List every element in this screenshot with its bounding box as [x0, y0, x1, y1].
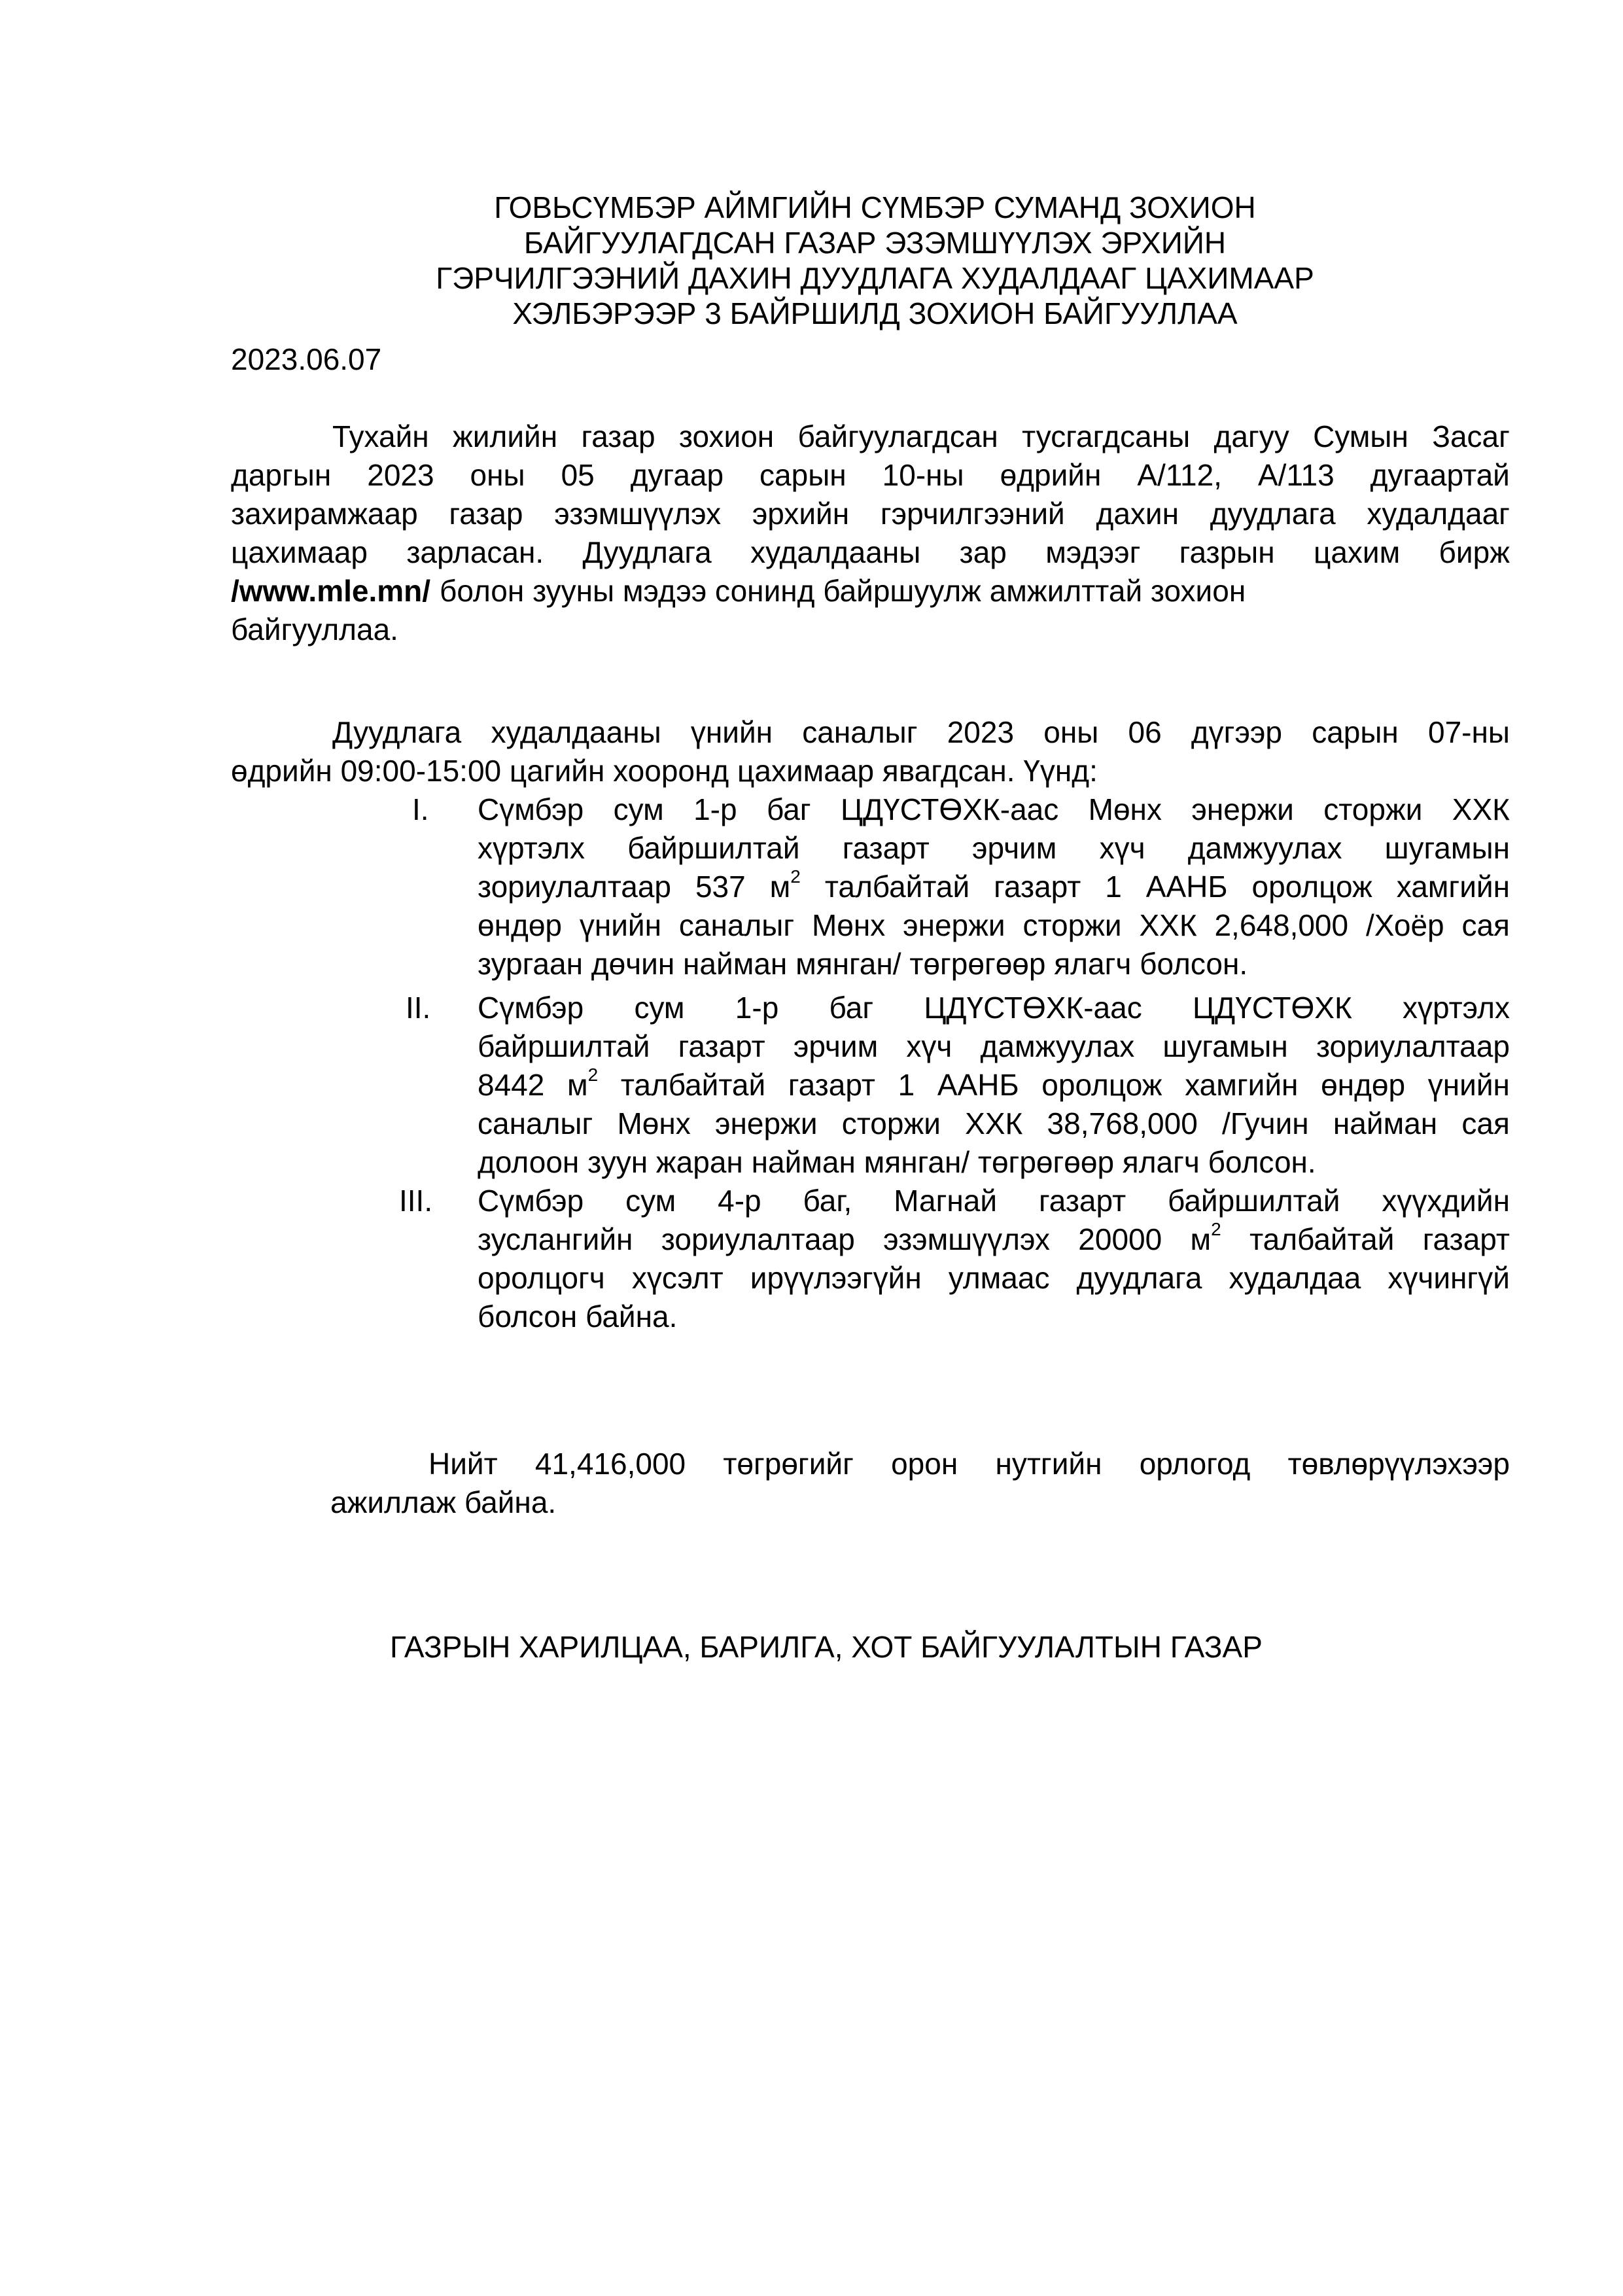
- list-item: [399, 989, 1510, 1182]
- word: хүүхдийн: [1382, 1184, 1510, 1218]
- word: /Гучин: [1222, 1106, 1309, 1140]
- word: захирамжаар: [231, 497, 418, 531]
- word: Мөнх: [1088, 792, 1162, 826]
- issuing-department: ГАЗРЫН ХАРИЛЦАА, БАРИЛГА, ХОТ БАЙГУУЛАЛТЫН ГАЗАР: [390, 1630, 1263, 1664]
- word: 10-ны: [882, 458, 964, 492]
- word: байршилтай: [627, 831, 800, 865]
- word: газар: [449, 497, 523, 531]
- word: ЦДҮСТӨХК: [1192, 991, 1352, 1025]
- word: Дуудлага: [582, 535, 712, 569]
- word: саналыг: [678, 908, 795, 942]
- word: сторжи: [1323, 792, 1423, 826]
- word: 4-р: [718, 1184, 761, 1218]
- word: сарын: [759, 458, 846, 492]
- word: зуслангийн: [478, 1222, 633, 1256]
- word: сум: [613, 792, 664, 826]
- list-number: II.: [406, 991, 431, 1025]
- word: дагуу: [1213, 419, 1289, 453]
- word: саналыг: [802, 715, 918, 749]
- word: өдрийн: [1000, 458, 1102, 492]
- text-line: [231, 572, 1510, 610]
- word: цахимаар: [231, 535, 368, 569]
- word: газар: [581, 419, 655, 453]
- word: Засаг: [1432, 419, 1510, 453]
- word: дамжуулах: [1187, 831, 1342, 865]
- word: Тухайн: [332, 419, 429, 453]
- word: энержи: [903, 908, 1005, 942]
- text-line: [231, 610, 1510, 649]
- word: 20000: [1078, 1222, 1162, 1256]
- word: ирүүлээгүйн: [750, 1261, 922, 1295]
- word: Сүмбэр: [478, 991, 584, 1025]
- word: Магнай: [894, 1184, 998, 1218]
- word: оны: [470, 458, 525, 492]
- word: ХХК: [1139, 908, 1197, 942]
- list-item: [399, 790, 1510, 983]
- text-line: [231, 533, 1510, 572]
- paragraph-intro: [231, 417, 1510, 649]
- title-line: БАЙГУУЛАГДСАН ГАЗАР ЭЗЭМШҮҮЛЭХ ЭРХИЙН: [523, 226, 1227, 260]
- text-line: [231, 752, 1510, 790]
- word: газарт: [788, 1068, 875, 1102]
- word: нутгийн: [995, 1447, 1102, 1481]
- title-line: ГОВЬСҮМБЭР АЙМГИЙН СҮМБЭР СУМАНД ЗОХИОН: [494, 190, 1256, 224]
- word: сая: [1461, 908, 1510, 942]
- word: дуудлага: [1076, 1261, 1202, 1295]
- word: сум: [625, 1184, 676, 1218]
- word: дуудлага: [1210, 497, 1336, 531]
- document-date: 2023.06.07: [231, 342, 382, 376]
- word: байгуулагдсан: [797, 419, 998, 453]
- word: дамжуулах: [980, 1029, 1135, 1063]
- word: Мөнх: [811, 908, 886, 942]
- word: үнийн: [1427, 1068, 1510, 1102]
- word: 05: [561, 458, 595, 492]
- word: 2023: [367, 458, 434, 492]
- word: зориулалтаар: [1316, 1029, 1510, 1063]
- list-number: III.: [399, 1184, 433, 1218]
- text-span: ажиллаж байна.: [330, 1485, 557, 1519]
- word: 1: [1105, 870, 1122, 904]
- word: хүчингүй: [1387, 1261, 1510, 1295]
- word: газрын: [1179, 535, 1275, 569]
- word: /Хоёр: [1365, 908, 1444, 942]
- text-line: [478, 906, 1510, 945]
- word: мэдээг: [1045, 535, 1141, 569]
- word: өндөр: [1321, 1068, 1406, 1102]
- word: талбайтай: [1249, 1222, 1395, 1256]
- word: $м^2$: [567, 1064, 599, 1102]
- word: газарт: [994, 870, 1081, 904]
- word: эрчим: [972, 831, 1057, 865]
- word: талбайтай: [620, 1068, 766, 1102]
- word: 2023: [947, 715, 1015, 749]
- word: дүгээр: [1191, 715, 1282, 749]
- word: эрчим: [793, 1029, 879, 1063]
- word: шугамын: [1162, 1029, 1288, 1063]
- word: Сүмбэр: [478, 792, 584, 826]
- text-line: [231, 495, 1510, 533]
- superscript: 2: [1211, 1218, 1221, 1239]
- word: ЦДҮСТӨХК-аас: [924, 991, 1142, 1025]
- word: худалдааны: [750, 535, 921, 569]
- word: ХХК: [965, 1106, 1023, 1140]
- word: зарласан.: [406, 535, 544, 569]
- text-line: [478, 1259, 1510, 1298]
- word: газарт: [1038, 1184, 1126, 1218]
- word: сая: [1461, 1106, 1510, 1140]
- word: хүртэлх: [1403, 991, 1510, 1025]
- word: зориулалтаар: [478, 870, 671, 904]
- word: даргын: [231, 458, 332, 492]
- word: энержи: [715, 1106, 818, 1140]
- word: 38,768,000: [1047, 1106, 1198, 1140]
- word: 2,648,000: [1214, 908, 1349, 942]
- word: 06: [1128, 715, 1162, 749]
- text-span: болон зууны мэдээ сонинд байршуулж амжилттай зохион: [440, 574, 1246, 608]
- word: А/112,: [1137, 458, 1222, 492]
- word: сум: [634, 991, 685, 1025]
- word: хүртэлх: [478, 831, 585, 865]
- word: дугаар: [630, 458, 724, 492]
- word: ЦДҮСТӨХК-аас: [840, 792, 1059, 826]
- word: бирж: [1439, 535, 1510, 569]
- word: хүч: [906, 1029, 952, 1063]
- word: худалдаа: [1229, 1261, 1361, 1295]
- text-span: байгууллаа.: [231, 612, 398, 646]
- text-line: [478, 829, 1510, 868]
- word: зохион: [678, 419, 775, 453]
- word: ААНБ: [1145, 870, 1228, 904]
- word: Дуудлага: [332, 715, 462, 749]
- word: дахин: [1096, 497, 1179, 531]
- word: газарт: [842, 831, 930, 865]
- word: оролцож: [1041, 1068, 1162, 1102]
- superscript: 2: [790, 866, 801, 887]
- word: худалдааг: [1367, 497, 1510, 531]
- text-span: зургаан дөчин найман мянган/ төгрөгөөр ялагч болсон.: [478, 947, 1248, 981]
- word: төгрөгийг: [723, 1447, 854, 1481]
- word: саналыг: [478, 1106, 593, 1140]
- word: $м^2$: [769, 866, 801, 904]
- word: шугамын: [1384, 831, 1510, 865]
- word: ААНБ: [937, 1068, 1019, 1102]
- word: А/113: [1257, 458, 1335, 492]
- text-line: [330, 1483, 1510, 1522]
- text-line: [231, 713, 1510, 752]
- word: Мөнх: [617, 1106, 691, 1140]
- text-span: өдрийн 09:00-15:00 цагийн хооронд цахимаар явагдсан. Үүнд:: [231, 754, 1098, 788]
- text-line: [478, 1220, 1510, 1259]
- word: баг: [829, 991, 874, 1025]
- word: энержи: [1191, 792, 1294, 826]
- paragraph-total: [330, 1445, 1510, 1522]
- text-line: [478, 1066, 1510, 1104]
- website-link[interactable]: /www.mle.mn/: [231, 574, 431, 608]
- word: орон: [891, 1447, 958, 1481]
- word: баг,: [803, 1184, 852, 1218]
- word: жилийн: [453, 419, 558, 453]
- text-line: [231, 417, 1510, 456]
- word: сторжи: [1022, 908, 1122, 942]
- word: байршилтай: [1168, 1184, 1340, 1218]
- text-line: [478, 1182, 1510, 1220]
- text-line: [478, 1104, 1510, 1143]
- list-number: I.: [412, 792, 429, 826]
- word: үнийн: [579, 908, 662, 942]
- paragraph-auction: [231, 713, 1510, 790]
- word: 1: [898, 1068, 915, 1102]
- text-line: [478, 989, 1510, 1027]
- word: сторжи: [841, 1106, 941, 1140]
- word: Нийт: [428, 1447, 498, 1481]
- word: Сүмбэр: [478, 1184, 584, 1218]
- text-line: [478, 1143, 1510, 1182]
- word: оны: [1043, 715, 1099, 749]
- word: дугаартай: [1370, 458, 1510, 492]
- word: улмаас: [948, 1261, 1050, 1295]
- auction-results-list: [399, 790, 1510, 1336]
- word: $м^2$: [1190, 1218, 1221, 1256]
- text-line: [478, 1027, 1510, 1066]
- word: хүсэлт: [631, 1261, 724, 1295]
- word: эзэмшүүлэх: [883, 1222, 1050, 1256]
- word: газарт: [1422, 1222, 1510, 1256]
- text-line: [231, 456, 1510, 495]
- word: зориулалтаар: [661, 1222, 855, 1256]
- word: газарт: [678, 1029, 765, 1063]
- word: үнийн: [690, 715, 773, 749]
- word: хүч: [1099, 831, 1145, 865]
- word: зар: [959, 535, 1007, 569]
- text-span: долоон зуун жаран найман мянган/ төгрөгөөр ялагч болсон.: [478, 1145, 1316, 1179]
- text-line: [478, 1298, 1510, 1336]
- word: худалдааны: [491, 715, 661, 749]
- word: төвлөрүүлэхээр: [1287, 1447, 1510, 1481]
- word: 1-р: [693, 792, 737, 826]
- text-line: [478, 945, 1510, 983]
- word: баг: [766, 792, 811, 826]
- title-line: ГЭРЧИЛГЭЭНИЙ ДАХИН ДУУДЛАГА ХУДАЛДААГ ЦАХИМААР: [436, 261, 1314, 295]
- word: байршилтай: [478, 1029, 650, 1063]
- text-span: болсон байна.: [478, 1299, 678, 1333]
- text-line: [478, 868, 1510, 906]
- word: гэрчилгээний: [880, 497, 1065, 531]
- word: цахим: [1313, 535, 1401, 569]
- word: найман: [1333, 1106, 1438, 1140]
- text-line: [330, 1445, 1510, 1483]
- word: 41,416,000: [534, 1447, 686, 1481]
- text-line: [478, 790, 1510, 829]
- word: оролцогч: [478, 1261, 605, 1295]
- word: сарын: [1312, 715, 1399, 749]
- word: 8442: [478, 1068, 545, 1102]
- word: 07-ны: [1428, 715, 1510, 749]
- title-line: ХЭЛБЭРЭЭР 3 БАЙРШИЛД ЗОХИОН БАЙГУУЛЛАА: [512, 296, 1238, 330]
- word: орлогод: [1139, 1447, 1251, 1481]
- superscript: 2: [587, 1064, 599, 1085]
- word: ХХК: [1452, 792, 1510, 826]
- word: оролцож: [1251, 870, 1372, 904]
- document-title: [222, 190, 1527, 331]
- word: хамгийн: [1396, 870, 1510, 904]
- word: өндөр: [478, 908, 562, 942]
- word: Сумын: [1313, 419, 1408, 453]
- word: 537: [695, 870, 746, 904]
- word: эрхийн: [752, 497, 850, 531]
- list-item: [399, 1182, 1510, 1336]
- word: хамгийн: [1185, 1068, 1299, 1102]
- word: 1-р: [735, 991, 779, 1025]
- word: эзэмшүүлэх: [554, 497, 722, 531]
- word: тусгагдсаны: [1022, 419, 1191, 453]
- word: талбайтай: [824, 870, 970, 904]
